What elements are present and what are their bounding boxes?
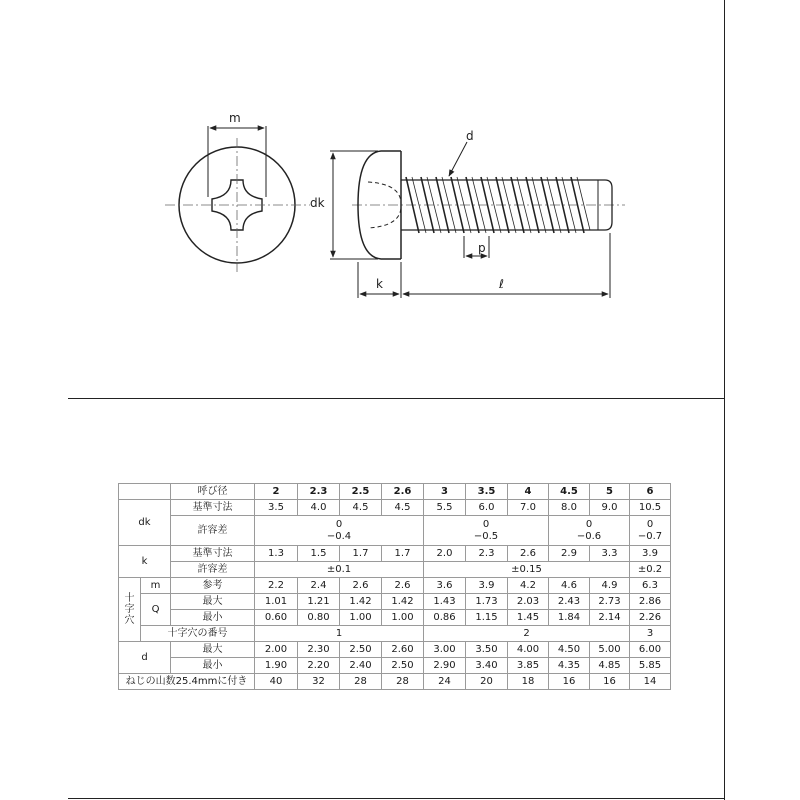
- table-row: [119, 642, 671, 658]
- size-header: 3: [424, 484, 466, 500]
- value-cell: 10.5: [630, 500, 671, 516]
- value-cell: 3.85: [508, 658, 549, 674]
- row-label: 最小: [171, 658, 255, 674]
- value-cell: 2.43: [549, 594, 590, 610]
- tolerance-cell: 0 −0.5: [424, 516, 549, 546]
- frame-divider-line: [68, 398, 725, 399]
- value-cell: 1.00: [382, 610, 424, 626]
- value-cell: 2.3: [466, 546, 508, 562]
- group-d: d: [119, 642, 171, 674]
- value-cell: 2.26: [630, 610, 671, 626]
- size-header: 2.5: [340, 484, 382, 500]
- value-cell: 4.5: [382, 500, 424, 516]
- value-cell: 4.85: [590, 658, 630, 674]
- frame-bottom-border: [68, 798, 725, 799]
- tolerance-cell: ±0.2: [630, 562, 671, 578]
- value-cell: 2.6: [340, 578, 382, 594]
- corner-cell: [119, 484, 171, 500]
- table-row: [119, 626, 671, 642]
- value-cell: 1.42: [382, 594, 424, 610]
- size-header: 2: [255, 484, 298, 500]
- table-row: [119, 516, 671, 546]
- value-cell: 2.73: [590, 594, 630, 610]
- table-row: [119, 562, 671, 578]
- label-l: ℓ: [499, 277, 504, 291]
- row-label: 最大: [171, 594, 255, 610]
- value-cell: 28: [340, 674, 382, 690]
- value-cell: 2.0: [424, 546, 466, 562]
- tolerance-cell: 0 −0.4: [255, 516, 424, 546]
- value-cell: 5.00: [590, 642, 630, 658]
- size-header: 4.5: [549, 484, 590, 500]
- value-cell: 1.3: [255, 546, 298, 562]
- value-cell: 4.5: [340, 500, 382, 516]
- value-cell: 1.21: [298, 594, 340, 610]
- specification-table: [118, 483, 671, 690]
- value-cell: 4.6: [549, 578, 590, 594]
- value-cell: 2.90: [424, 658, 466, 674]
- value-cell: 3.9: [630, 546, 671, 562]
- table-row: [119, 658, 671, 674]
- value-cell: 1.00: [340, 610, 382, 626]
- value-cell: 2.6: [508, 546, 549, 562]
- value-cell: 6.3: [630, 578, 671, 594]
- value-cell: 1.15: [466, 610, 508, 626]
- value-cell: 9.0: [590, 500, 630, 516]
- tolerance-cell: ±0.1: [255, 562, 424, 578]
- value-cell: 1.45: [508, 610, 549, 626]
- value-cell: 24: [424, 674, 466, 690]
- value-cell: 0.86: [424, 610, 466, 626]
- size-header: 2.6: [382, 484, 424, 500]
- group-k: k: [119, 546, 171, 578]
- size-header: 2.3: [298, 484, 340, 500]
- value-cell: 2.4: [298, 578, 340, 594]
- row-label: 基準寸法: [171, 546, 255, 562]
- row-label-threads: ねじの山数25.4mmに付き: [119, 674, 255, 690]
- value-cell: 2.2: [255, 578, 298, 594]
- table-row: [119, 484, 671, 500]
- row-label: 最小: [171, 610, 255, 626]
- group-dk: dk: [119, 500, 171, 546]
- label-m: m: [229, 111, 241, 125]
- table-row: [119, 594, 671, 610]
- value-cell: 2.20: [298, 658, 340, 674]
- value-cell: 1.43: [424, 594, 466, 610]
- tolerance-cell: ±0.15: [424, 562, 630, 578]
- recess-number-cell: 2: [424, 626, 630, 642]
- value-cell: 1.90: [255, 658, 298, 674]
- row-label: 許容差: [171, 516, 255, 546]
- size-header: 5: [590, 484, 630, 500]
- value-cell: 2.03: [508, 594, 549, 610]
- value-cell: 4.00: [508, 642, 549, 658]
- value-cell: 2.86: [630, 594, 671, 610]
- label-k: k: [376, 277, 383, 291]
- value-cell: 32: [298, 674, 340, 690]
- value-cell: 28: [382, 674, 424, 690]
- value-cell: 4.0: [298, 500, 340, 516]
- recess-number-cell: 1: [255, 626, 424, 642]
- sub-label-m: m: [141, 578, 171, 594]
- value-cell: 1.84: [549, 610, 590, 626]
- value-cell: 1.42: [340, 594, 382, 610]
- value-cell: 2.00: [255, 642, 298, 658]
- row-label: 十字穴の番号: [141, 626, 255, 642]
- value-cell: 3.9: [466, 578, 508, 594]
- value-cell: 6.00: [630, 642, 671, 658]
- size-header: 4: [508, 484, 549, 500]
- value-cell: 1.73: [466, 594, 508, 610]
- value-cell: 2.14: [590, 610, 630, 626]
- value-cell: 1.5: [298, 546, 340, 562]
- value-cell: 3.6: [424, 578, 466, 594]
- size-header: 6: [630, 484, 671, 500]
- value-cell: 14: [630, 674, 671, 690]
- tolerance-cell: 0 −0.6: [549, 516, 630, 546]
- value-cell: 1.01: [255, 594, 298, 610]
- tolerance-cell: 0 −0.7: [630, 516, 671, 546]
- value-cell: 7.0: [508, 500, 549, 516]
- value-cell: 4.9: [590, 578, 630, 594]
- value-cell: 2.30: [298, 642, 340, 658]
- value-cell: 2.40: [340, 658, 382, 674]
- value-cell: 18: [508, 674, 549, 690]
- value-cell: 2.50: [340, 642, 382, 658]
- value-cell: 3.40: [466, 658, 508, 674]
- row-label: 許容差: [171, 562, 255, 578]
- header-label: 呼び径: [171, 484, 255, 500]
- value-cell: 0.60: [255, 610, 298, 626]
- recess-number-cell: 3: [630, 626, 671, 642]
- table-row: [119, 674, 671, 690]
- value-cell: 1.7: [340, 546, 382, 562]
- screw-technical-drawing: [0, 0, 725, 398]
- value-cell: 20: [466, 674, 508, 690]
- value-cell: 4.35: [549, 658, 590, 674]
- value-cell: 5.85: [630, 658, 671, 674]
- value-cell: 1.7: [382, 546, 424, 562]
- value-cell: 4.50: [549, 642, 590, 658]
- value-cell: 0.80: [298, 610, 340, 626]
- value-cell: 2.9: [549, 546, 590, 562]
- table-row: [119, 500, 671, 516]
- value-cell: 6.0: [466, 500, 508, 516]
- row-label: 参考: [171, 578, 255, 594]
- label-d: d: [466, 129, 474, 143]
- value-cell: 3.5: [255, 500, 298, 516]
- value-cell: 4.2: [508, 578, 549, 594]
- label-p: p: [478, 241, 486, 255]
- size-header: 3.5: [466, 484, 508, 500]
- table-row: [119, 610, 671, 626]
- value-cell: 2.6: [382, 578, 424, 594]
- value-cell: 3.3: [590, 546, 630, 562]
- table-row: [119, 546, 671, 562]
- d-leader-line: [449, 142, 467, 176]
- value-cell: 3.00: [424, 642, 466, 658]
- value-cell: 16: [549, 674, 590, 690]
- group-recess: 十字穴: [119, 578, 141, 642]
- label-dk: dk: [310, 196, 325, 210]
- value-cell: 8.0: [549, 500, 590, 516]
- row-label: 基準寸法: [171, 500, 255, 516]
- value-cell: 2.50: [382, 658, 424, 674]
- value-cell: 40: [255, 674, 298, 690]
- sub-label-q: Q: [141, 594, 171, 626]
- value-cell: 3.50: [466, 642, 508, 658]
- value-cell: 2.60: [382, 642, 424, 658]
- value-cell: 16: [590, 674, 630, 690]
- row-label: 最大: [171, 642, 255, 658]
- table-row: [119, 578, 671, 594]
- value-cell: 5.5: [424, 500, 466, 516]
